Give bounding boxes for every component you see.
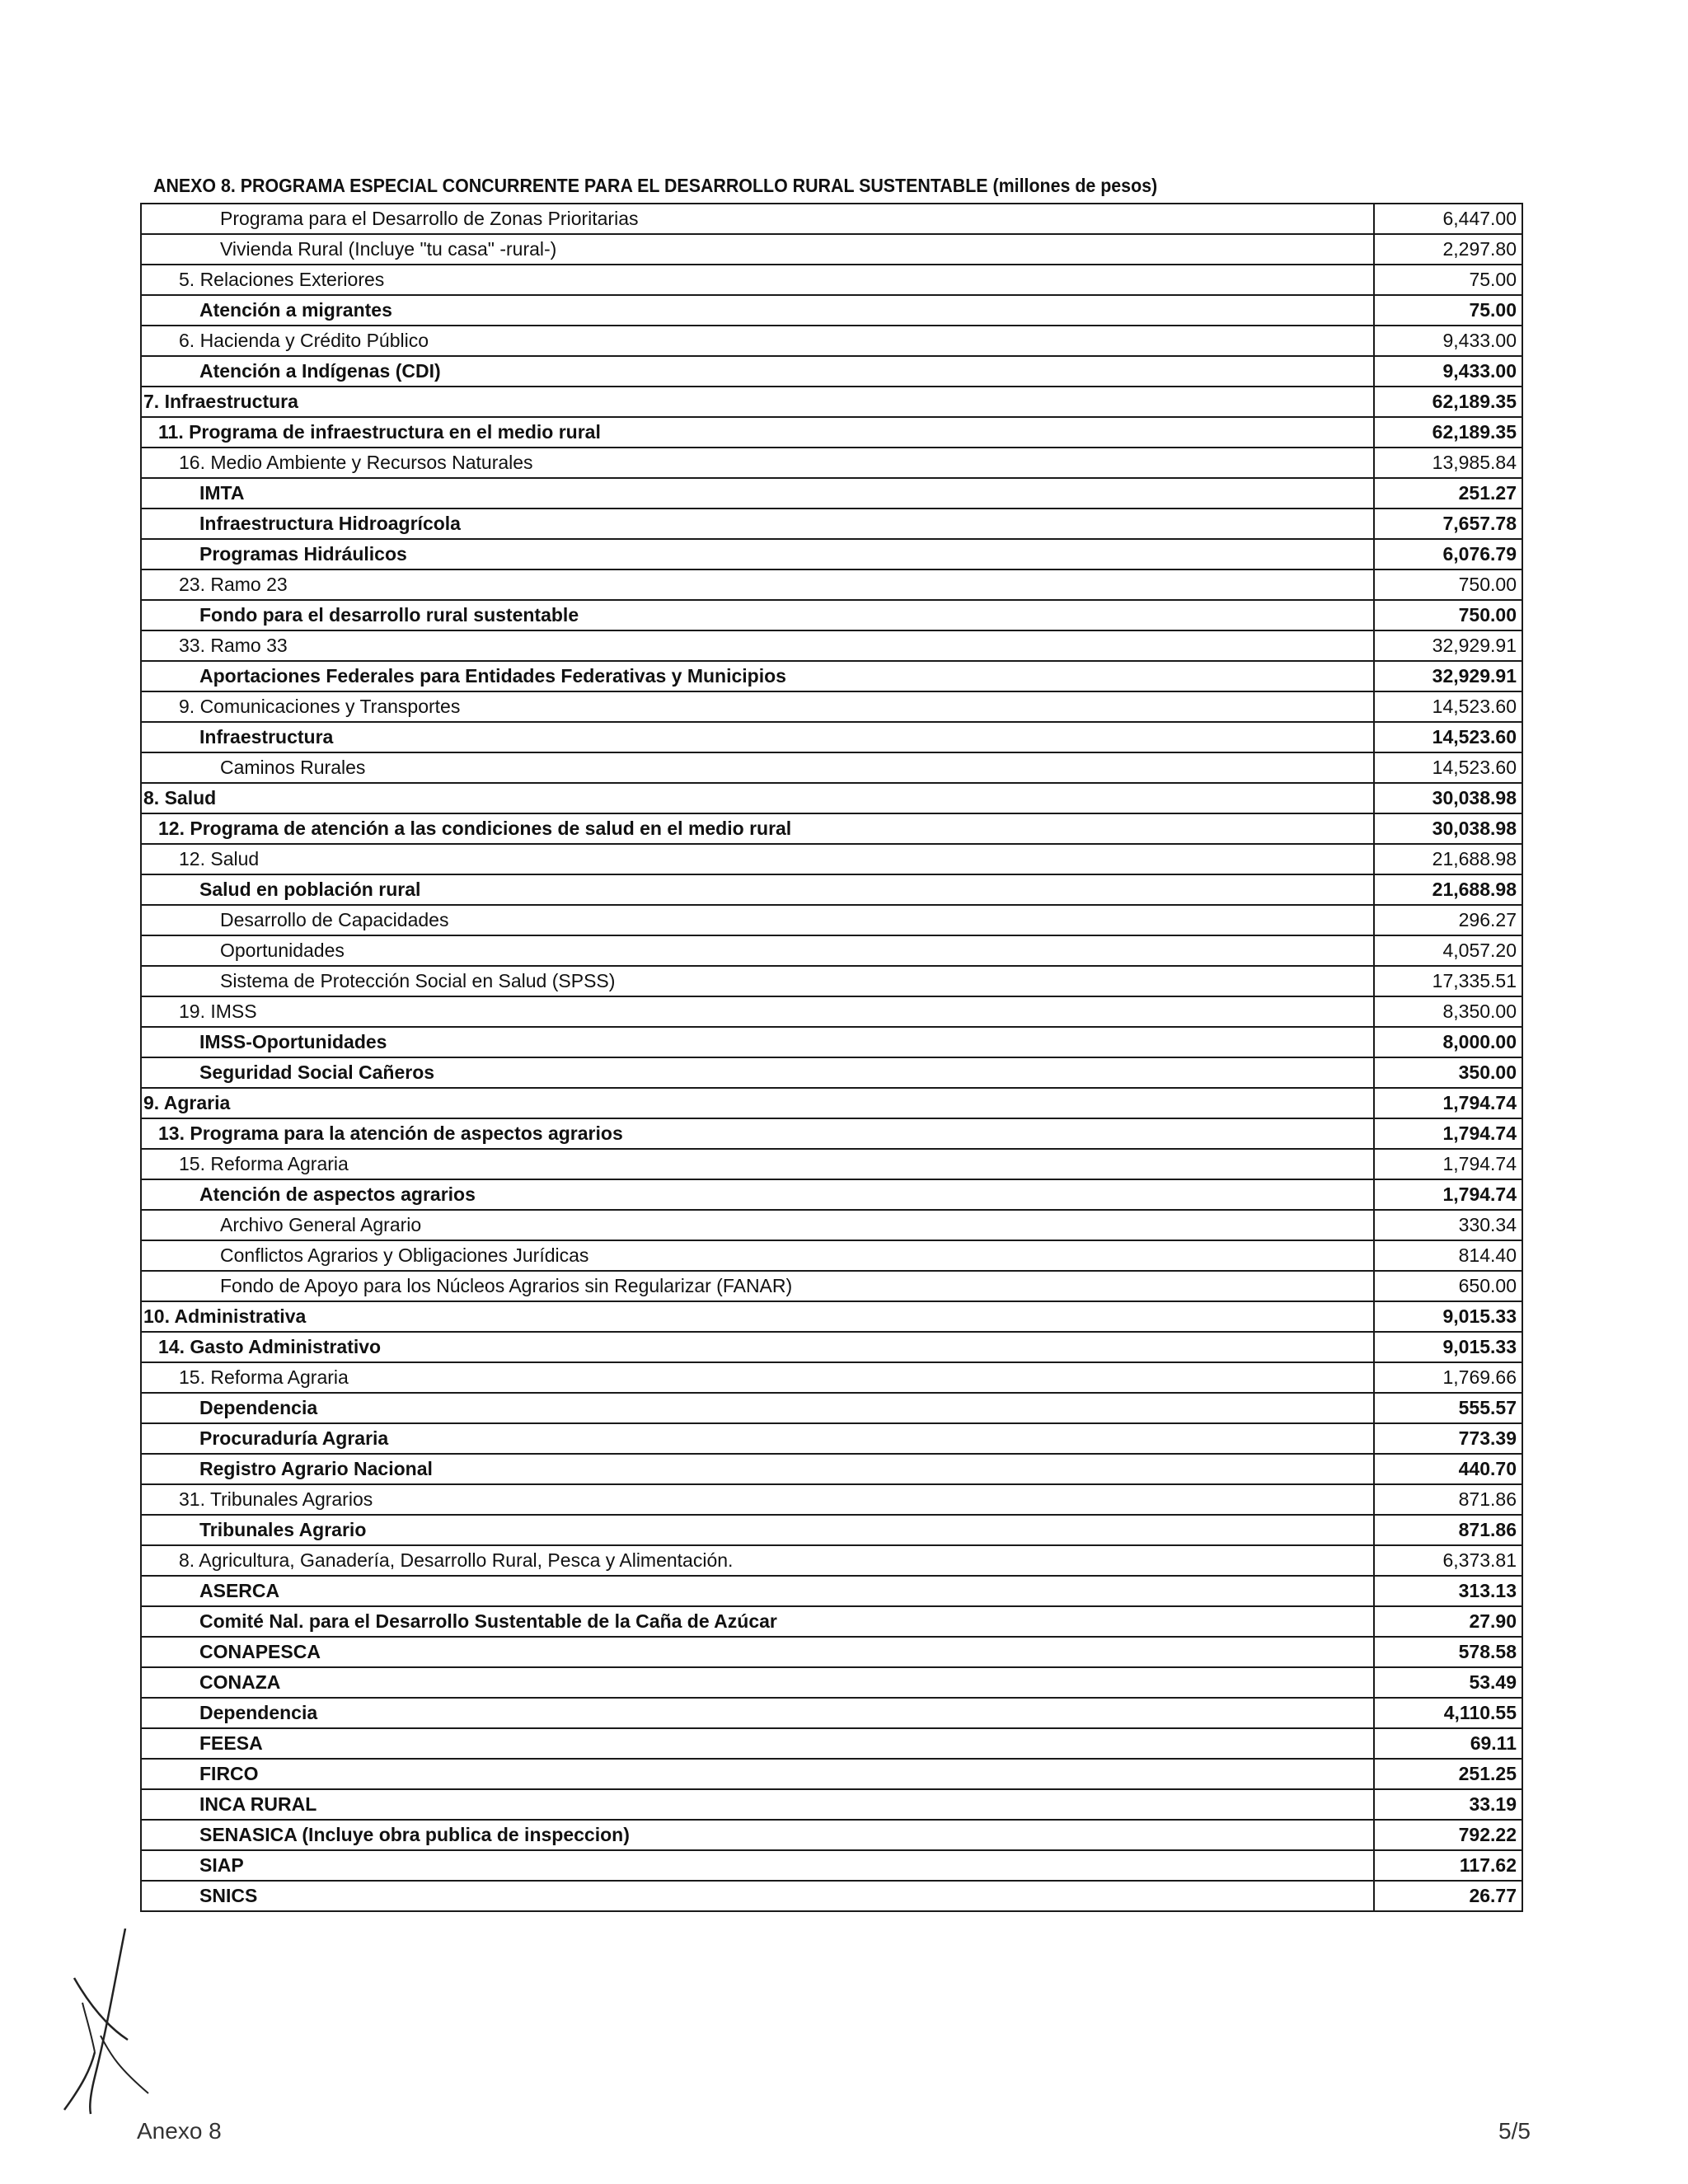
table-row: [141, 417, 1522, 448]
row-label: 12. Programa de atención a las condiciones de salud en el medio rural: [141, 813, 1374, 844]
table-row: [141, 356, 1522, 387]
table-row: [141, 1423, 1522, 1454]
table-row: [141, 1454, 1522, 1484]
table-row: [141, 1637, 1522, 1667]
row-label: INCA RURAL: [141, 1789, 1374, 1820]
row-amount: 814.40: [1374, 1240, 1522, 1271]
row-amount: 773.39: [1374, 1423, 1522, 1454]
row-amount: 33.19: [1374, 1789, 1522, 1820]
row-label: 13. Programa para la atención de aspectos agrarios: [141, 1118, 1374, 1149]
row-amount: 1,794.74: [1374, 1179, 1522, 1210]
row-label: Atención a migrantes: [141, 295, 1374, 326]
row-label: 12. Salud: [141, 844, 1374, 874]
row-label: CONAPESCA: [141, 1637, 1374, 1667]
table-row: [141, 326, 1522, 356]
row-amount: 30,038.98: [1374, 783, 1522, 813]
row-label: 31. Tribunales Agrarios: [141, 1484, 1374, 1515]
footer-annex-label: Anexo 8: [137, 2118, 222, 2144]
row-label: Conflictos Agrarios y Obligaciones Jurídicas: [141, 1240, 1374, 1271]
table-row: [141, 1881, 1522, 1911]
row-amount: 2,297.80: [1374, 234, 1522, 265]
row-label: Sistema de Protección Social en Salud (SPSS): [141, 966, 1374, 996]
row-label: 8. Agricultura, Ganadería, Desarrollo Rural, Pesca y Alimentación.: [141, 1545, 1374, 1576]
row-amount: 578.58: [1374, 1637, 1522, 1667]
row-amount: 251.25: [1374, 1759, 1522, 1789]
row-amount: 13,985.84: [1374, 448, 1522, 478]
row-label: Procuraduría Agraria: [141, 1423, 1374, 1454]
table-row: [141, 600, 1522, 630]
table-row: [141, 813, 1522, 844]
table-row: [141, 1179, 1522, 1210]
table-row: [141, 752, 1522, 783]
row-label: 7. Infraestructura: [141, 387, 1374, 417]
row-label: Fondo para el desarrollo rural sustentable: [141, 600, 1374, 630]
table-row: [141, 1850, 1522, 1881]
row-amount: 750.00: [1374, 569, 1522, 600]
row-label: Salud en población rural: [141, 874, 1374, 905]
row-label: SENASICA (Incluye obra publica de inspeccion): [141, 1820, 1374, 1850]
table-row: [141, 996, 1522, 1027]
table-row: [141, 1789, 1522, 1820]
row-amount: 7,657.78: [1374, 509, 1522, 539]
row-label: 14. Gasto Administrativo: [141, 1332, 1374, 1362]
row-amount: 21,688.98: [1374, 844, 1522, 874]
row-amount: 75.00: [1374, 265, 1522, 295]
table-row: [141, 1393, 1522, 1423]
row-label: Aportaciones Federales para Entidades Federativas y Municipios: [141, 661, 1374, 691]
table-row: [141, 1515, 1522, 1545]
row-amount: 69.11: [1374, 1728, 1522, 1759]
table-row: [141, 1820, 1522, 1850]
table-row: [141, 1728, 1522, 1759]
row-label: Fondo de Apoyo para los Núcleos Agrarios sin Regularizar (FANAR): [141, 1271, 1374, 1301]
table-row: [141, 387, 1522, 417]
table-row: [141, 448, 1522, 478]
row-amount: 14,523.60: [1374, 691, 1522, 722]
row-label: 15. Reforma Agraria: [141, 1362, 1374, 1393]
table-row: [141, 1667, 1522, 1698]
table-row: [141, 1271, 1522, 1301]
table-row: [141, 966, 1522, 996]
row-label: Archivo General Agrario: [141, 1210, 1374, 1240]
row-label: FIRCO: [141, 1759, 1374, 1789]
row-label: 11. Programa de infraestructura en el medio rural: [141, 417, 1374, 448]
row-amount: 750.00: [1374, 600, 1522, 630]
row-amount: 9,433.00: [1374, 356, 1522, 387]
row-label: 33. Ramo 33: [141, 630, 1374, 661]
row-amount: 6,447.00: [1374, 204, 1522, 234]
row-amount: 9,015.33: [1374, 1301, 1522, 1332]
table-row: [141, 1149, 1522, 1179]
row-amount: 1,794.74: [1374, 1118, 1522, 1149]
row-amount: 6,076.79: [1374, 539, 1522, 569]
row-amount: 8,350.00: [1374, 996, 1522, 1027]
table-row: [141, 295, 1522, 326]
row-amount: 9,433.00: [1374, 326, 1522, 356]
table-row: [141, 1698, 1522, 1728]
table-row: [141, 630, 1522, 661]
row-amount: 4,057.20: [1374, 935, 1522, 966]
row-amount: 62,189.35: [1374, 417, 1522, 448]
row-label: Seguridad Social Cañeros: [141, 1057, 1374, 1088]
row-amount: 26.77: [1374, 1881, 1522, 1911]
row-label: 19. IMSS: [141, 996, 1374, 1027]
row-label: Atención de aspectos agrarios: [141, 1179, 1374, 1210]
row-label: IMTA: [141, 478, 1374, 509]
table-row: [141, 691, 1522, 722]
row-amount: 871.86: [1374, 1484, 1522, 1515]
table-row: [141, 661, 1522, 691]
row-amount: 296.27: [1374, 905, 1522, 935]
row-amount: 1,769.66: [1374, 1362, 1522, 1393]
table-row: [141, 1332, 1522, 1362]
table-row: [141, 783, 1522, 813]
table-row: [141, 1606, 1522, 1637]
row-amount: 1,794.74: [1374, 1149, 1522, 1179]
row-amount: 14,523.60: [1374, 752, 1522, 783]
row-amount: 32,929.91: [1374, 630, 1522, 661]
row-label: Programas Hidráulicos: [141, 539, 1374, 569]
row-label: Oportunidades: [141, 935, 1374, 966]
row-label: Infraestructura Hidroagrícola: [141, 509, 1374, 539]
row-label: CONAZA: [141, 1667, 1374, 1698]
row-label: Tribunales Agrario: [141, 1515, 1374, 1545]
table-row: [141, 265, 1522, 295]
budget-table-body: [141, 204, 1522, 1911]
table-row: [141, 935, 1522, 966]
signature-mark: [49, 1929, 173, 2118]
row-amount: 14,523.60: [1374, 722, 1522, 752]
table-row: [141, 1118, 1522, 1149]
row-label: Atención a Indígenas (CDI): [141, 356, 1374, 387]
footer-page-number: 5/5: [1498, 2118, 1531, 2144]
row-label: ASERCA: [141, 1576, 1374, 1606]
row-amount: 871.86: [1374, 1515, 1522, 1545]
table-row: [141, 1576, 1522, 1606]
row-label: Comité Nal. para el Desarrollo Sustentable de la Caña de Azúcar: [141, 1606, 1374, 1637]
row-label: IMSS-Oportunidades: [141, 1027, 1374, 1057]
row-label: FEESA: [141, 1728, 1374, 1759]
table-row: [141, 1484, 1522, 1515]
row-amount: 350.00: [1374, 1057, 1522, 1088]
row-amount: 440.70: [1374, 1454, 1522, 1484]
document-title: ANEXO 8. PROGRAMA ESPECIAL CONCURRENTE PARA EL DESARROLLO RURAL SUSTENTABLE (millones de pesos): [153, 175, 1158, 196]
row-label: 9. Agraria: [141, 1088, 1374, 1118]
row-label: 10. Administrativa: [141, 1301, 1374, 1332]
row-amount: 313.13: [1374, 1576, 1522, 1606]
table-row: [141, 1301, 1522, 1332]
budget-table: [140, 203, 1523, 1912]
table-row: [141, 569, 1522, 600]
row-label: 15. Reforma Agraria: [141, 1149, 1374, 1179]
row-amount: 555.57: [1374, 1393, 1522, 1423]
row-amount: 30,038.98: [1374, 813, 1522, 844]
table-row: [141, 1759, 1522, 1789]
row-amount: 17,335.51: [1374, 966, 1522, 996]
table-row: [141, 1240, 1522, 1271]
row-label: Dependencia: [141, 1698, 1374, 1728]
row-amount: 6,373.81: [1374, 1545, 1522, 1576]
row-label: Caminos Rurales: [141, 752, 1374, 783]
table-row: [141, 874, 1522, 905]
row-amount: 8,000.00: [1374, 1027, 1522, 1057]
row-label: Vivienda Rural (Incluye "tu casa" -rural-): [141, 234, 1374, 265]
table-row: [141, 234, 1522, 265]
row-amount: 62,189.35: [1374, 387, 1522, 417]
row-label: 6. Hacienda y Crédito Público: [141, 326, 1374, 356]
row-amount: 32,929.91: [1374, 661, 1522, 691]
row-label: SIAP: [141, 1850, 1374, 1881]
table-row: [141, 1057, 1522, 1088]
row-label: 16. Medio Ambiente y Recursos Naturales: [141, 448, 1374, 478]
table-row: [141, 1362, 1522, 1393]
row-label: Registro Agrario Nacional: [141, 1454, 1374, 1484]
row-label: 5. Relaciones Exteriores: [141, 265, 1374, 295]
row-amount: 4,110.55: [1374, 1698, 1522, 1728]
row-amount: 75.00: [1374, 295, 1522, 326]
row-label: 9. Comunicaciones y Transportes: [141, 691, 1374, 722]
row-label: Programa para el Desarrollo de Zonas Prioritarias: [141, 204, 1374, 234]
row-amount: 251.27: [1374, 478, 1522, 509]
row-label: Dependencia: [141, 1393, 1374, 1423]
row-amount: 9,015.33: [1374, 1332, 1522, 1362]
row-amount: 21,688.98: [1374, 874, 1522, 905]
row-label: 23. Ramo 23: [141, 569, 1374, 600]
table-row: [141, 539, 1522, 569]
row-amount: 53.49: [1374, 1667, 1522, 1698]
row-label: 8. Salud: [141, 783, 1374, 813]
table-row: [141, 478, 1522, 509]
table-row: [141, 1545, 1522, 1576]
table-row: [141, 204, 1522, 234]
row-amount: 1,794.74: [1374, 1088, 1522, 1118]
table-row: [141, 844, 1522, 874]
table-row: [141, 722, 1522, 752]
table-row: [141, 509, 1522, 539]
row-label: Infraestructura: [141, 722, 1374, 752]
row-amount: 117.62: [1374, 1850, 1522, 1881]
row-amount: 650.00: [1374, 1271, 1522, 1301]
table-row: [141, 905, 1522, 935]
row-label: SNICS: [141, 1881, 1374, 1911]
table-row: [141, 1088, 1522, 1118]
row-label: Desarrollo de Capacidades: [141, 905, 1374, 935]
row-amount: 792.22: [1374, 1820, 1522, 1850]
table-row: [141, 1027, 1522, 1057]
row-amount: 330.34: [1374, 1210, 1522, 1240]
row-amount: 27.90: [1374, 1606, 1522, 1637]
table-row: [141, 1210, 1522, 1240]
